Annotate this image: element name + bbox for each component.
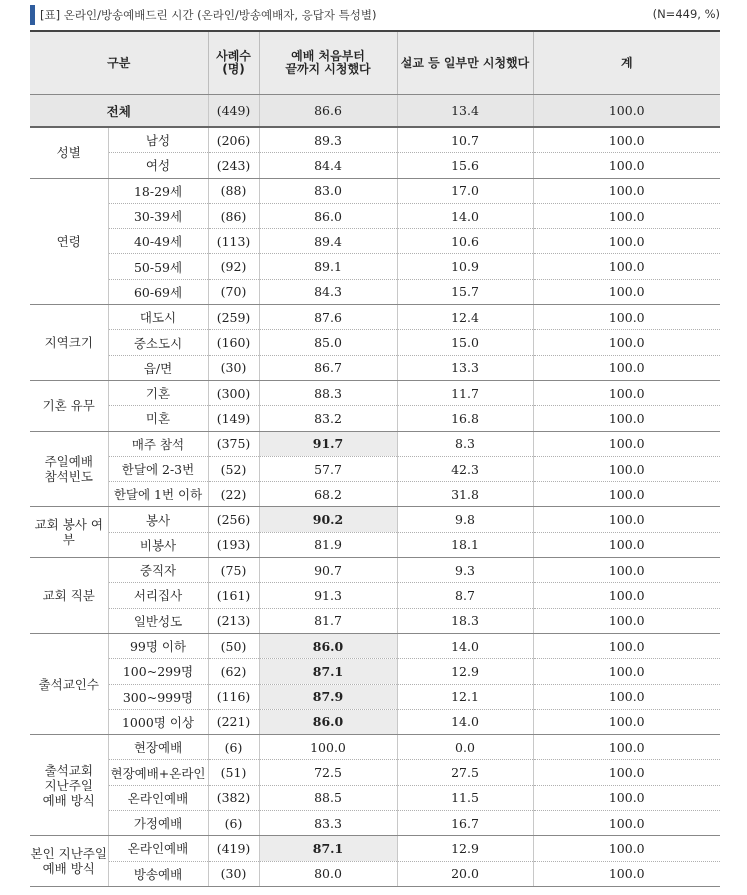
watched-full-value: 87.1 (259, 659, 397, 684)
sample-size: (419) (208, 836, 259, 861)
watched-full-value: 100.0 (259, 735, 397, 760)
total-value: 100.0 (533, 279, 720, 304)
watched-partial-value: 15.6 (397, 153, 533, 178)
total-value: 100.0 (533, 482, 720, 507)
category-label: 봉사 (108, 507, 208, 532)
overall-watched-full: 86.6 (259, 95, 397, 128)
sample-size: (51) (208, 760, 259, 785)
table-row (30, 811, 720, 836)
table-row (30, 482, 720, 507)
sample-size: (30) (208, 355, 259, 380)
table-row (30, 861, 720, 886)
group-label: 본인 지난주일 예배 방식 (30, 836, 108, 887)
watched-partial-value: 12.4 (397, 305, 533, 330)
watched-full-value: 87.6 (259, 305, 397, 330)
total-value: 100.0 (533, 709, 720, 734)
sample-size: (256) (208, 507, 259, 532)
sample-size: (75) (208, 558, 259, 583)
watched-full-value: 68.2 (259, 482, 397, 507)
table-row (30, 583, 720, 608)
category-label: 기혼 (108, 380, 208, 405)
table-row (30, 203, 720, 228)
total-value: 100.0 (533, 633, 720, 658)
total-value: 100.0 (533, 836, 720, 861)
sample-size: (88) (208, 178, 259, 203)
table-row (30, 431, 720, 456)
watched-partial-value: 11.7 (397, 380, 533, 405)
sample-size: (52) (208, 456, 259, 481)
header-row (30, 31, 720, 95)
total-value: 100.0 (533, 456, 720, 481)
watched-full-value: 84.3 (259, 279, 397, 304)
category-label: 40-49세 (108, 229, 208, 254)
header-watched-partial: 설교 등 일부만 시청했다 (397, 31, 533, 95)
total-value: 100.0 (533, 153, 720, 178)
category-label: 18-29세 (108, 178, 208, 203)
total-value: 100.0 (533, 861, 720, 886)
table-row (30, 558, 720, 583)
sample-size: (6) (208, 811, 259, 836)
category-label: 온라인예배 (108, 836, 208, 861)
category-label: 여성 (108, 153, 208, 178)
sample-size: (259) (208, 305, 259, 330)
sample-size: (113) (208, 229, 259, 254)
category-label: 한달에 2-3번 (108, 456, 208, 481)
watched-full-value: 88.5 (259, 785, 397, 810)
table-row (30, 254, 720, 279)
watched-partial-value: 15.0 (397, 330, 533, 355)
category-label: 일반성도 (108, 608, 208, 633)
watched-partial-value: 14.0 (397, 709, 533, 734)
table-row (30, 659, 720, 684)
total-value: 100.0 (533, 785, 720, 810)
table-caption (30, 5, 720, 25)
total-value: 100.0 (533, 406, 720, 431)
group-label: 출석교회 지난주일 예배 방식 (30, 735, 108, 836)
total-value: 100.0 (533, 203, 720, 228)
total-value: 100.0 (533, 684, 720, 709)
watched-partial-value: 16.7 (397, 811, 533, 836)
category-label: 99명 이하 (108, 633, 208, 658)
watched-full-value: 81.7 (259, 608, 397, 633)
category-label: 50-59세 (108, 254, 208, 279)
category-label: 남성 (108, 127, 208, 153)
watched-full-value: 87.1 (259, 836, 397, 861)
watched-partial-value: 9.8 (397, 507, 533, 532)
overall-row (30, 95, 720, 128)
table-row (30, 355, 720, 380)
table-row (30, 279, 720, 304)
category-label: 1000명 이상 (108, 709, 208, 734)
category-label: 미혼 (108, 406, 208, 431)
group-label: 주일예배 참석빈도 (30, 431, 108, 507)
watched-partial-value: 18.3 (397, 608, 533, 633)
sample-size: (206) (208, 127, 259, 153)
total-value: 100.0 (533, 380, 720, 405)
category-label: 한달에 1번 이하 (108, 482, 208, 507)
watched-full-value: 83.0 (259, 178, 397, 203)
watched-full-value: 83.2 (259, 406, 397, 431)
sample-size: (375) (208, 431, 259, 456)
table-row (30, 330, 720, 355)
watched-partial-value: 27.5 (397, 760, 533, 785)
watched-partial-value: 11.5 (397, 785, 533, 810)
header-group: 구분 (30, 31, 208, 95)
table-title: [표] 온라인/방송예배드린 시간 (온라인/방송예배자, 응답자 특성별) (40, 8, 377, 22)
sample-size: (92) (208, 254, 259, 279)
total-value: 100.0 (533, 735, 720, 760)
watched-full-value: 90.2 (259, 507, 397, 532)
category-label: 방송예배 (108, 861, 208, 886)
sample-size: (30) (208, 861, 259, 886)
sample-size: (161) (208, 583, 259, 608)
category-label: 중소도시 (108, 330, 208, 355)
watched-partial-value: 20.0 (397, 861, 533, 886)
table-body (30, 95, 720, 887)
category-label: 비봉사 (108, 532, 208, 557)
watched-full-value: 86.0 (259, 633, 397, 658)
sample-note: (N=449, %) (652, 7, 720, 21)
watched-full-value: 88.3 (259, 380, 397, 405)
table-row (30, 785, 720, 810)
table-row (30, 127, 720, 153)
watched-partial-value: 15.7 (397, 279, 533, 304)
table-row (30, 836, 720, 861)
watched-full-value: 87.9 (259, 684, 397, 709)
header-total: 계 (533, 31, 720, 95)
table-row (30, 760, 720, 785)
watched-partial-value: 14.0 (397, 633, 533, 658)
total-value: 100.0 (533, 583, 720, 608)
group-label: 출석교인수 (30, 633, 108, 734)
category-label: 중직자 (108, 558, 208, 583)
watched-full-value: 72.5 (259, 760, 397, 785)
watched-partial-value: 12.1 (397, 684, 533, 709)
table-row (30, 608, 720, 633)
sample-size: (382) (208, 785, 259, 810)
watched-partial-value: 14.0 (397, 203, 533, 228)
watched-full-value: 91.3 (259, 583, 397, 608)
caption-marker (30, 5, 35, 25)
watched-full-value: 89.1 (259, 254, 397, 279)
total-value: 100.0 (533, 608, 720, 633)
sample-size: (221) (208, 709, 259, 734)
table-row (30, 380, 720, 405)
watched-full-value: 81.9 (259, 532, 397, 557)
watched-partial-value: 16.8 (397, 406, 533, 431)
table-row (30, 507, 720, 532)
overall-watched-partial: 13.4 (397, 95, 533, 128)
category-label: 읍/면 (108, 355, 208, 380)
category-label: 가정예배 (108, 811, 208, 836)
sample-size: (300) (208, 380, 259, 405)
sample-size: (160) (208, 330, 259, 355)
watched-full-value: 89.3 (259, 127, 397, 153)
sample-size: (213) (208, 608, 259, 633)
watched-partial-value: 8.3 (397, 431, 533, 456)
category-label: 매주 참석 (108, 431, 208, 456)
watched-partial-value: 8.7 (397, 583, 533, 608)
sample-size: (22) (208, 482, 259, 507)
total-value: 100.0 (533, 558, 720, 583)
sample-size: (243) (208, 153, 259, 178)
table-row (30, 153, 720, 178)
watched-full-value: 86.0 (259, 709, 397, 734)
category-label: 30-39세 (108, 203, 208, 228)
watched-full-value: 89.4 (259, 229, 397, 254)
results-table (30, 30, 720, 887)
watched-partial-value: 13.3 (397, 355, 533, 380)
category-label: 온라인예배 (108, 785, 208, 810)
total-value: 100.0 (533, 178, 720, 203)
sample-size: (86) (208, 203, 259, 228)
watched-partial-value: 42.3 (397, 456, 533, 481)
total-value: 100.0 (533, 254, 720, 279)
table-row (30, 532, 720, 557)
table-row (30, 684, 720, 709)
watched-partial-value: 12.9 (397, 836, 533, 861)
category-label: 100~299명 (108, 659, 208, 684)
sample-size: (149) (208, 406, 259, 431)
sample-size: (6) (208, 735, 259, 760)
watched-partial-value: 10.7 (397, 127, 533, 153)
watched-partial-value: 31.8 (397, 482, 533, 507)
total-value: 100.0 (533, 659, 720, 684)
table-row (30, 633, 720, 658)
watched-full-value: 80.0 (259, 861, 397, 886)
watched-partial-value: 9.3 (397, 558, 533, 583)
group-label: 기혼 유무 (30, 380, 108, 431)
total-value: 100.0 (533, 127, 720, 153)
sample-size: (116) (208, 684, 259, 709)
total-value: 100.0 (533, 532, 720, 557)
watched-full-value: 86.0 (259, 203, 397, 228)
category-label: 서리집사 (108, 583, 208, 608)
category-label: 대도시 (108, 305, 208, 330)
table-row (30, 305, 720, 330)
table-row (30, 178, 720, 203)
table-row (30, 735, 720, 760)
category-label: 현장예배 (108, 735, 208, 760)
total-value: 100.0 (533, 355, 720, 380)
total-value: 100.0 (533, 229, 720, 254)
sample-size: (70) (208, 279, 259, 304)
group-label: 교회 직분 (30, 558, 108, 634)
watched-full-value: 86.7 (259, 355, 397, 380)
watched-partial-value: 17.0 (397, 178, 533, 203)
watched-full-value: 91.7 (259, 431, 397, 456)
watched-partial-value: 0.0 (397, 735, 533, 760)
sample-size: (50) (208, 633, 259, 658)
group-label: 연령 (30, 178, 108, 304)
sample-size: (62) (208, 659, 259, 684)
total-value: 100.0 (533, 760, 720, 785)
total-value: 100.0 (533, 507, 720, 532)
category-label: 현장예배+온라인 (108, 760, 208, 785)
category-label: 60-69세 (108, 279, 208, 304)
table-row (30, 406, 720, 431)
overall-total: 100.0 (533, 95, 720, 128)
table-row (30, 709, 720, 734)
header-sample-size: 사례수 (명) (208, 31, 259, 95)
total-value: 100.0 (533, 305, 720, 330)
table-row (30, 229, 720, 254)
total-value: 100.0 (533, 431, 720, 456)
watched-full-value: 83.3 (259, 811, 397, 836)
watched-full-value: 90.7 (259, 558, 397, 583)
group-label: 교회 봉사 여부 (30, 507, 108, 558)
header-watched-full: 예배 처음부터 끝까지 시청했다 (259, 31, 397, 95)
group-label: 지역크기 (30, 305, 108, 381)
watched-full-value: 85.0 (259, 330, 397, 355)
watched-partial-value: 10.6 (397, 229, 533, 254)
watched-partial-value: 18.1 (397, 532, 533, 557)
table-row (30, 456, 720, 481)
total-value: 100.0 (533, 811, 720, 836)
overall-label: 전체 (30, 95, 208, 128)
total-value: 100.0 (533, 330, 720, 355)
group-label: 성별 (30, 127, 108, 178)
sample-size: (193) (208, 532, 259, 557)
overall-sample-size: (449) (208, 95, 259, 128)
category-label: 300~999명 (108, 684, 208, 709)
watched-full-value: 57.7 (259, 456, 397, 481)
watched-partial-value: 10.9 (397, 254, 533, 279)
watched-partial-value: 12.9 (397, 659, 533, 684)
watched-full-value: 84.4 (259, 153, 397, 178)
